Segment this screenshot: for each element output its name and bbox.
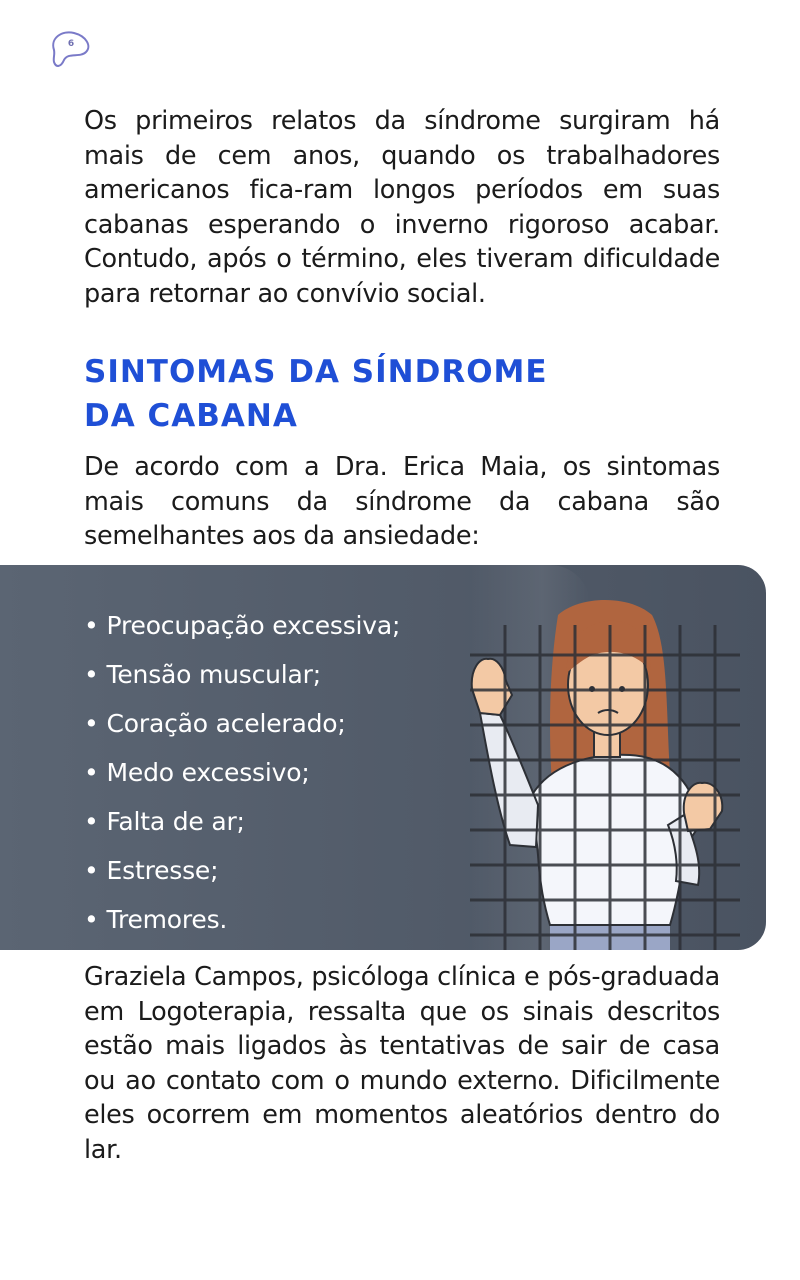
symptom-text: Coração acelerado; bbox=[106, 709, 346, 738]
symptom-item: • Tensão muscular; bbox=[84, 660, 321, 689]
symptom-item: • Medo excessivo; bbox=[84, 758, 310, 787]
section-description: De acordo com a Dra. Erica Maia, os sintomas mais comuns da síndrome da cabana são semelhantes aos da ansiedade: bbox=[84, 452, 720, 551]
section-heading-line-2: DA CABANA bbox=[84, 398, 298, 434]
symptoms-list bbox=[84, 601, 400, 944]
symptom-text: Medo excessivo; bbox=[106, 758, 310, 787]
symptom-item: • Tremores. bbox=[84, 905, 228, 934]
symptom-text: Falta de ar; bbox=[106, 807, 245, 836]
symptom-item: • Coração acelerado; bbox=[84, 709, 346, 738]
symptom-text: Estresse; bbox=[106, 856, 219, 885]
bean-shape-icon bbox=[46, 28, 96, 72]
section-heading-line-1: SINTOMAS DA SÍNDROME bbox=[84, 354, 548, 390]
section-heading bbox=[84, 350, 548, 438]
page-number-badge bbox=[46, 28, 96, 72]
symptom-item: • Falta de ar; bbox=[84, 807, 245, 836]
symptom-item: • Preocupação excessiva; bbox=[84, 611, 401, 640]
woman-behind-grid-illustration bbox=[440, 585, 750, 950]
intro-paragraph: Os primeiros relatos da síndrome surgiram há mais de cem anos, quando os trabalhadores americanos fica-ram longos períodos em suas cabanas esperando o inverno rigoroso acabar. Contudo, após o término, eles tiveram dificuldade para retornar ao convívio social. bbox=[84, 106, 720, 309]
symptom-text: Tensão muscular; bbox=[106, 660, 321, 689]
symptom-item: • Estresse; bbox=[84, 856, 219, 885]
page-number: 6 bbox=[67, 39, 75, 49]
symptom-text: Preocupação excessiva; bbox=[106, 611, 401, 640]
symptom-text: Tremores. bbox=[106, 905, 228, 934]
outro-paragraph: Graziela Campos, psicóloga clínica e pós-graduada em Logoterapia, ressalta que os sinais descritos estão mais ligados às tentativas de sair de casa ou ao contato com o mundo externo. Dificilmente eles ocorrem em momentos aleatórios dentro do lar. bbox=[84, 962, 720, 1165]
symptoms-panel bbox=[0, 565, 766, 950]
